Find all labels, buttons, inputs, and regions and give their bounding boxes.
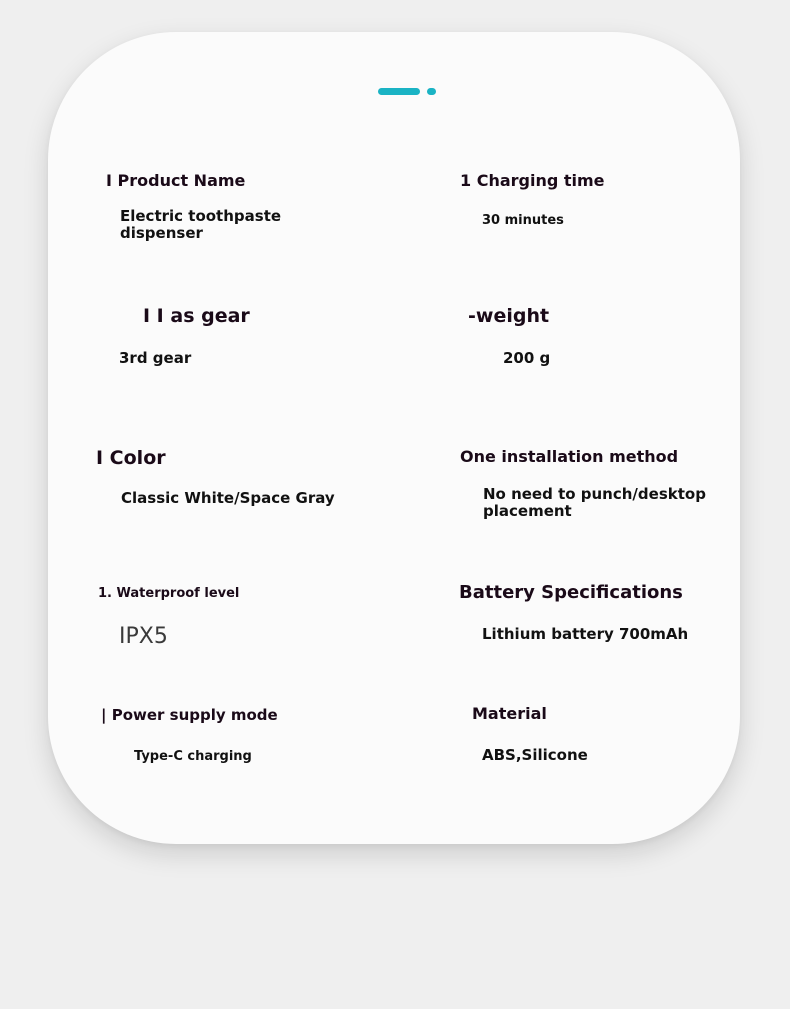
spec-label-product-name: I Product Name xyxy=(106,171,246,190)
spec-value-power-supply-mode: Type-C charging xyxy=(134,749,252,764)
spec-value-battery-specifications: Lithium battery 700mAh xyxy=(482,625,689,643)
spec-value-color: Classic White/Space Gray xyxy=(121,489,335,507)
spec-value-waterproof-level: IPX5 xyxy=(119,624,168,649)
spec-label-color: I Color xyxy=(96,447,166,469)
spec-label-weight: -weight xyxy=(468,305,550,327)
spec-label-charging-time: 1 Charging time xyxy=(460,171,605,190)
spec-label-battery-specifications: Battery Specifications xyxy=(459,582,683,603)
spec-label-installation-method: One installation method xyxy=(460,447,679,466)
spec-label-power-supply-mode: | Power supply mode xyxy=(101,706,278,724)
spec-value-product-name: Electric toothpaste dispenser xyxy=(120,207,282,243)
carousel-indicator-active[interactable] xyxy=(378,88,420,95)
spec-value-charging-time: 30 minutes xyxy=(482,213,564,228)
spec-card xyxy=(48,32,740,844)
spec-label-gear: I I as gear xyxy=(143,305,250,327)
spec-value-gear: 3rd gear xyxy=(119,349,192,367)
carousel-indicator-dot[interactable] xyxy=(427,88,436,95)
spec-value-installation-method: No need to punch/desktop placement xyxy=(483,485,706,521)
spec-label-waterproof-level: 1. Waterproof level xyxy=(98,586,240,601)
spec-value-material: ABS,Silicone xyxy=(482,746,588,764)
spec-value-weight: 200 g xyxy=(503,349,551,367)
spec-label-material: Material xyxy=(472,704,547,723)
